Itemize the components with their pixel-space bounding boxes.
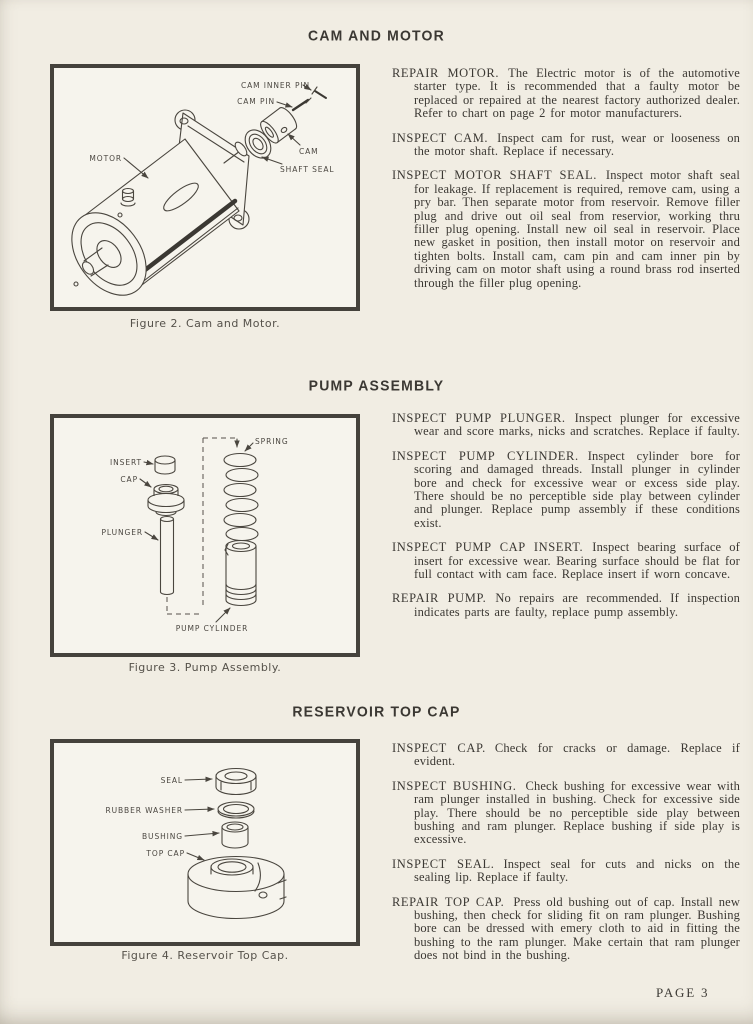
figure-3-caption: Figure 3. Pump Assembly.	[128, 661, 282, 674]
paragraph-lead: INSPECT MOTOR SHAFT SEAL.	[392, 168, 597, 183]
leader-rubber-washer	[185, 809, 214, 810]
cam-inner-pin-drawing	[312, 87, 326, 98]
paragraph-text: Check for cracks or damage. Replace if evident.	[414, 741, 740, 769]
leader-cam	[288, 134, 300, 145]
top-cap-drawing	[188, 857, 286, 919]
figure-2-caption: Figure 2. Cam and Motor.	[129, 317, 281, 330]
figure-2-box	[50, 64, 360, 311]
paragraph-text: Inspect seal for cuts and nicks on the sealing lip. Replace if faulty.	[414, 856, 740, 885]
label-top-cap: TOP CAP	[146, 849, 185, 858]
figure-4-box	[50, 739, 360, 946]
paragraph-inspect-pump-cap-insert	[392, 541, 740, 581]
figure-4-caption: Figure 4. Reservoir Top Cap.	[121, 949, 289, 962]
label-shaft-seal: SHAFT SEAL	[280, 165, 335, 174]
leader-seal	[185, 779, 212, 780]
paragraph-text: No repairs are recommended. If inspection indicates parts are faulty, replace pump assembly.	[414, 591, 740, 619]
paragraph-inspect-pump-cylinder	[392, 450, 740, 530]
paragraph-inspect-bushing	[392, 780, 740, 847]
paragraph-text: Inspect motor shaft seal for leakage. If replacement is required, remove cam, using a pry bar. Then separate motor from reservoir. Remove filler plug and drive out oil seal from reservior, working thru filler plug opening. Install new oil seal in reservoir. Place new gasket in position, then install motor on reservoir and tighten bolts. Install cam, cam pin and cam inner pin by driving cam on motor shaft using a round brass rod inserted through the filler plug opening.	[414, 168, 740, 290]
seal-drawing	[216, 769, 256, 795]
section-heading-reservoir-top-cap: RESERVOIR TOP CAP	[292, 702, 461, 720]
paragraph-lead: INSPECT CAM.	[392, 130, 489, 145]
paragraph-text: Press old bushing out of cap. Install new bushing, then check for sliding fit on ram plunger. Bushing bore can be dressed with emery cloth to aid in fitting the bushing to the ram plunger. Make certain that ram plunger does not bind in the bushing.	[414, 894, 740, 963]
leader-bushing	[185, 833, 219, 836]
cam-pin-drawing	[293, 98, 311, 110]
label-plunger: PLUNGER	[101, 528, 143, 537]
paragraph-lead: INSPECT CAP.	[392, 741, 486, 755]
cap-drawing	[148, 485, 184, 516]
paragraph-inspect-cam	[392, 132, 740, 159]
paragraph-text: Inspect plunger for excessive wear and score marks, nicks and scratches. Replace if faulty.	[414, 411, 740, 439]
paragraph-inspect-pump-plunger	[392, 412, 740, 439]
label-pump-cylinder: PUMP CYLINDER	[175, 624, 249, 633]
paragraph-inspect-seal	[392, 858, 740, 885]
label-insert: INSERT	[110, 458, 142, 467]
bushing-drawing	[222, 822, 248, 848]
leader-top-cap	[187, 853, 204, 860]
pump-assembly-text	[392, 412, 740, 630]
pump-assembly-drawing	[54, 418, 356, 653]
page-number: PAGE 3	[656, 985, 710, 1000]
reservoir-top-cap-drawing	[54, 743, 356, 942]
label-spring: SPRING	[255, 437, 289, 446]
pump-cylinder-drawing	[225, 541, 256, 606]
reservoir-top-cap-text	[392, 742, 740, 974]
label-seal: SEAL	[160, 776, 183, 785]
paragraph-text: Check bushing for excessive wear with ram plunger installed in bushing. Check for excessive side play. There should be no perceptible side play between bushing and ram plunger. Replace bushing if side play is excessive.	[414, 778, 740, 847]
paragraph-inspect-cap	[392, 742, 740, 769]
paragraph-lead: INSPECT PUMP CAP INSERT.	[392, 540, 584, 555]
figure-3-box	[50, 414, 360, 657]
paragraph-lead: REPAIR TOP CAP.	[392, 894, 505, 909]
leader-plunger	[145, 532, 158, 540]
paragraph-lead: REPAIR PUMP.	[392, 591, 487, 606]
leader-cam-pin	[277, 102, 292, 107]
section-heading-pump-assembly: PUMP ASSEMBLY	[308, 376, 445, 394]
paragraph-lead: INSPECT SEAL.	[392, 856, 495, 871]
spring-drawing	[224, 454, 258, 541]
rubber-washer-drawing	[218, 802, 254, 818]
paragraph-text: The Electric motor is of the automotive starter type. It is recommended that a faulty motor be replaced or repaired at the nearest factory authorized dealer. Refer to chart on page 2 for motor manufacturers.	[414, 66, 740, 121]
leader-pump-cylinder	[216, 608, 230, 622]
section-heading-cam-and-motor: CAM AND MOTOR	[308, 26, 445, 44]
plunger-drawing	[161, 517, 174, 595]
paragraph-lead: INSPECT PUMP PLUNGER.	[392, 411, 566, 425]
paragraph-text: Inspect cylinder bore for scoring and damaged threads. Install plunger in cylinder bore and check for excessive wear or excess side play. There should be no perceptible side play between cylinder and plunger. Replace pump assembly if these conditions exist.	[414, 448, 741, 530]
paragraph-repair-pump	[392, 592, 740, 619]
leader-spring	[245, 443, 253, 451]
label-motor: MOTOR	[89, 154, 122, 163]
cam-and-motor-text	[392, 67, 740, 301]
paragraph-text: Inspect cam for rust, wear or looseness on the motor shaft. Replace if necessary.	[414, 130, 741, 159]
label-rubber-washer: RUBBER WASHER	[105, 806, 183, 815]
leader-motor	[124, 158, 148, 178]
paragraph-repair-top-cap	[392, 896, 740, 963]
leader-shaft-seal	[262, 157, 282, 164]
label-cam-pin: CAM PIN	[237, 97, 275, 106]
paragraph-repair-motor	[392, 67, 740, 121]
label-cam: CAM	[299, 147, 319, 156]
paragraph-lead: INSPECT BUSHING.	[392, 778, 517, 793]
paragraph-lead: REPAIR MOTOR.	[392, 66, 500, 80]
cam-and-motor-drawing	[54, 68, 356, 307]
label-bushing: BUSHING	[142, 832, 183, 841]
label-cam-inner-pin: CAM INNER PIN	[240, 81, 310, 90]
paragraph-inspect-motor-shaft-seal	[392, 169, 740, 290]
insert-drawing	[155, 456, 175, 474]
paragraph-lead: INSPECT PUMP CYLINDER.	[392, 448, 579, 463]
label-cap: CAP	[120, 475, 138, 484]
paragraph-text: Inspect bearing surface of insert for excessive wear. Bearing surface should be flat for full contact with cam face. Replace insert if worn concave.	[414, 540, 740, 582]
leader-cap	[140, 479, 151, 487]
leader-insert	[144, 462, 153, 464]
